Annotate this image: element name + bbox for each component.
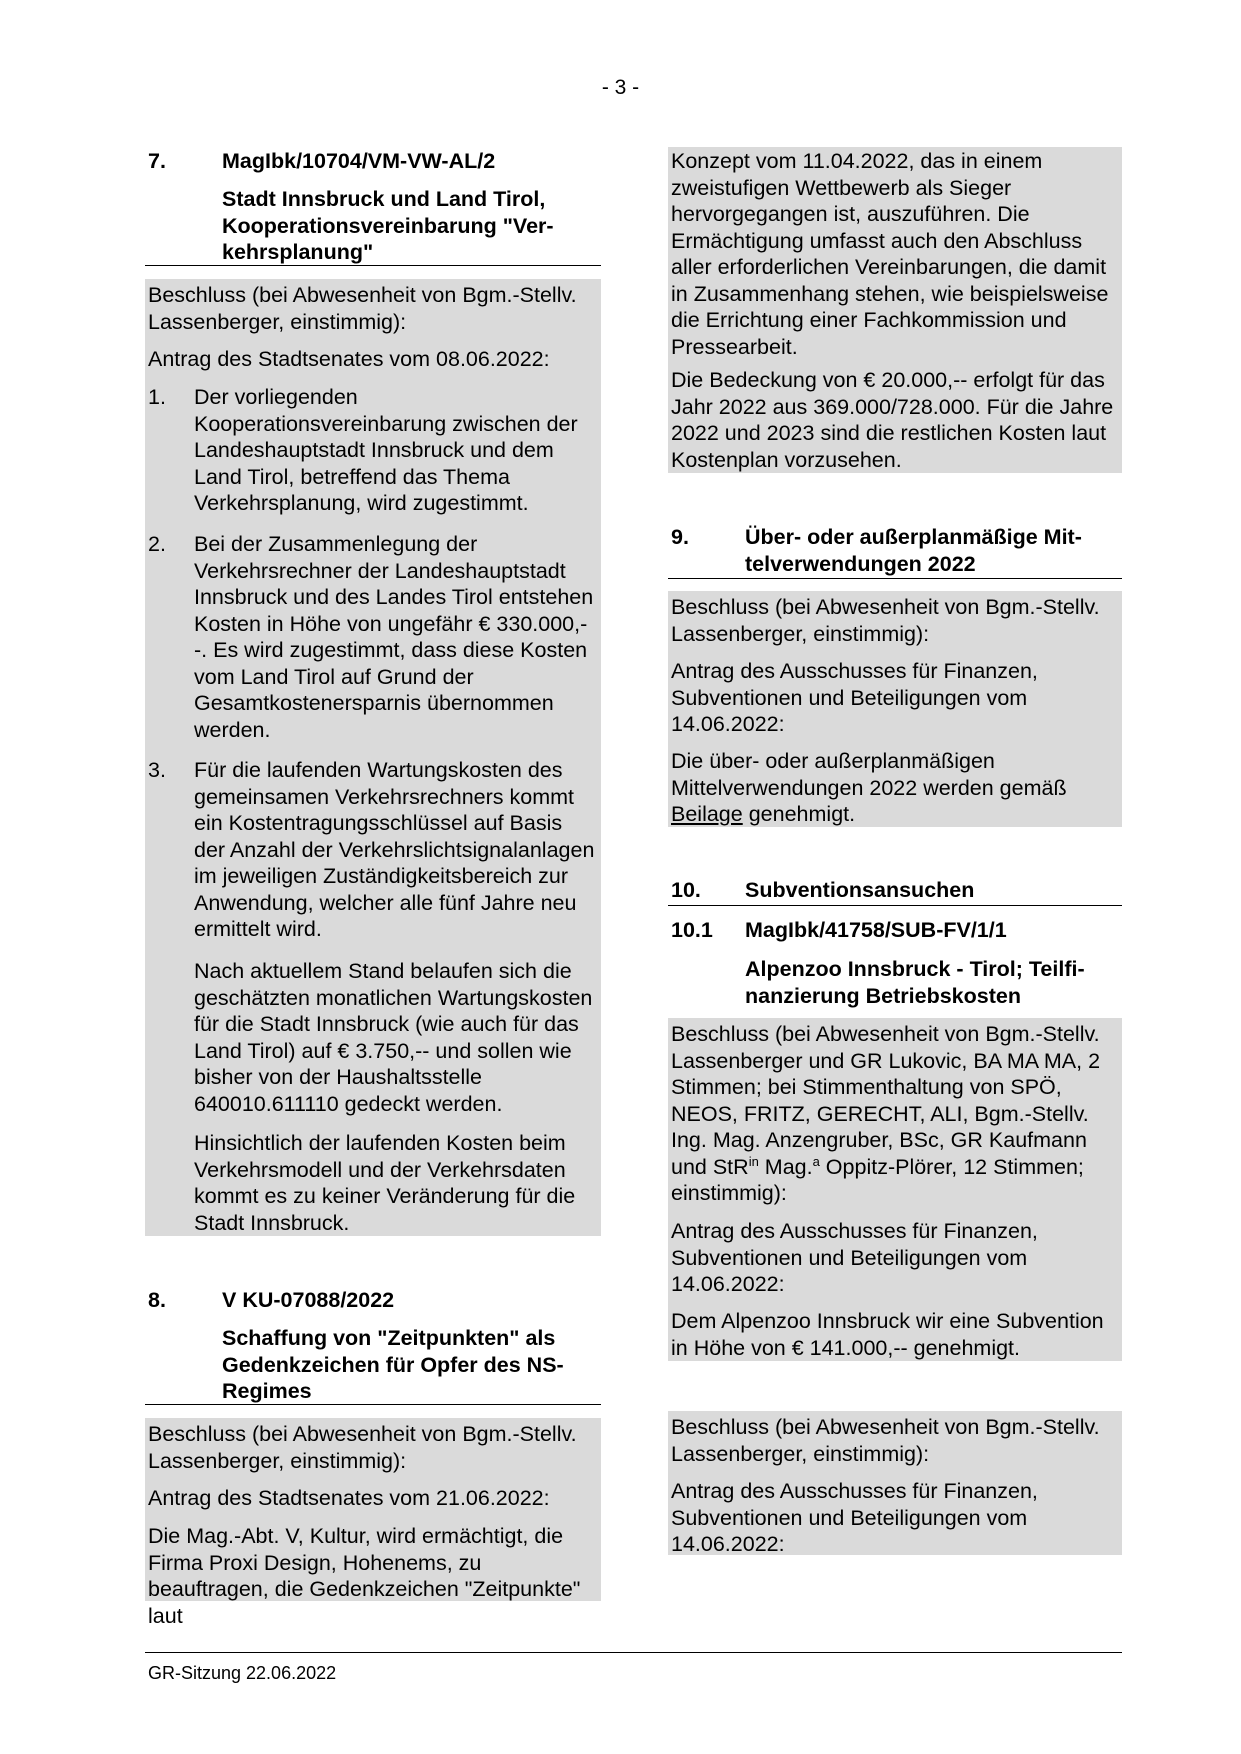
beschluss-text: Beschluss (bei Abwesenheit von Bgm.-Stellv. Lassenberger, einstimmig):	[148, 1422, 577, 1473]
section-8-title	[222, 1325, 564, 1405]
section-divider	[668, 578, 1122, 579]
title-line: Regimes	[222, 1379, 312, 1403]
section-10-1-number: 10.1	[671, 918, 713, 942]
section-10-number: 10.	[671, 878, 701, 902]
paragraph: Hinsichtlich der laufenden Kosten beim Verkehrsmodell und der Verkehrsdaten kommt es zu keiner Veränderung für die Stadt Innsbruck.	[194, 1131, 576, 1235]
body-text: Die über- oder außerplanmäßigen Mittelverwendungen 2022 werden gemäß	[671, 749, 1067, 800]
title-line: telverwendungen 2022	[745, 551, 976, 576]
title-line: Stadt Innsbruck und Land Tirol,	[222, 187, 546, 211]
title-line: nanzierung Betriebskosten	[745, 983, 1021, 1008]
beilage-link[interactable]: Beilage	[671, 802, 743, 826]
title-line: Kooperationsvereinbarung "Ver-	[222, 213, 554, 238]
section-divider	[145, 1404, 601, 1405]
footer-divider	[145, 1652, 1122, 1653]
antrag-text: Antrag des Stadtsenates vom 08.06.2022:	[148, 347, 550, 371]
section-9-number: 9.	[671, 525, 689, 549]
antrag-text: Antrag des Stadtsenates vom 21.06.2022:	[148, 1486, 550, 1510]
antrag-text: Antrag des Ausschusses für Finanzen, Subventionen und Beteiligungen vom 14.06.2022:	[671, 659, 1038, 736]
beschluss-text-part: Mag.	[758, 1154, 813, 1179]
paragraph	[671, 748, 1120, 828]
superscript: in	[748, 1153, 759, 1169]
next-decision-block	[668, 1411, 1122, 1555]
section-8-ref: V KU-07088/2022	[222, 1288, 395, 1312]
section-7-title	[222, 186, 554, 266]
paragraph: Dem Alpenzoo Innsbruck wir eine Subvention in Höhe von € 141.000,-- genehmigt.	[671, 1309, 1104, 1360]
title-line: Gedenkzeichen für Opfer des NS-	[222, 1352, 564, 1377]
title-line: Schaffung von "Zeitpunkten" als	[222, 1326, 556, 1350]
list-number: 1.	[148, 385, 166, 409]
section-7-ref: MagIbk/10704/VM-VW-AL/2	[222, 149, 496, 173]
section-7-number: 7.	[148, 149, 166, 173]
footer-text: GR-Sitzung 22.06.2022	[148, 1663, 337, 1683]
list-item: Bei der Zusammenlegung der Verkehrsrechner der Landeshauptstadt Innsbruck und des Landes Tirol entstehen Kosten in Höhe von ungefähr € 330.000,--. Es wird zugestimmt, dass diese Kosten vom Land Tirol auf Grund der Gesamtkostenersparnis übernommen werden.	[194, 532, 594, 742]
section-8-number: 8.	[148, 1288, 166, 1312]
list-number: 3.	[148, 758, 166, 782]
section-10-1-title	[745, 956, 1085, 1009]
section-9-decision-block	[668, 591, 1122, 827]
paragraph: Konzept vom 11.04.2022, das in einem zweistufigen Wettbewerb als Sieger hervorgegangen ist, auszuführen. Die Ermächtigung umfasst auch den Abschluss aller erforderlichen Vereinbarungen, die damit in Zusammenhang stehen, wie beispielsweise die Errichtung einer Fachkommission und Pressearbeit.	[671, 149, 1109, 359]
section-divider	[145, 265, 601, 266]
antrag-text: Antrag des Ausschusses für Finanzen, Subventionen und Beteiligungen vom 14.06.2022:	[671, 1219, 1038, 1296]
title-line: kehrsplanung"	[222, 240, 374, 264]
beschluss-text: Beschluss (bei Abwesenheit von Bgm.-Stellv. Lassenberger, einstimmig):	[671, 595, 1100, 646]
beschluss-text-part: Beschluss (bei Abwesenheit von Bgm.-Stellv. Lassenberger und GR Lukovic, BA MA MA, 2 Stimmen; bei Stimmenthaltung von SPÖ, NEOS, FRITZ, GERECHT, ALI, Bgm.-Stellv. Ing. Mag. Anzengruber, BSc, GR Kaufmann und StR	[671, 1022, 1101, 1179]
right-column	[668, 0, 1122, 1754]
list-number: 2.	[148, 532, 166, 556]
beschluss-text: Beschluss (bei Abwesenheit von Bgm.-Stellv. Lassenberger, einstimmig):	[671, 1415, 1100, 1466]
page-number: - 3 -	[601, 76, 640, 99]
left-column	[145, 0, 601, 1754]
beschluss-text: Beschluss (bei Abwesenheit von Bgm.-Stellv. Lassenberger, einstimmig):	[148, 283, 577, 334]
section-8-continuation-block	[668, 147, 1122, 473]
section-10-1-decision-block	[668, 1018, 1122, 1361]
body-text: genehmigt.	[748, 802, 856, 826]
superscript: a	[812, 1153, 820, 1169]
section-7-decision-block	[145, 279, 601, 1236]
list-item: Für die laufenden Wartungskosten des gemeinsamen Verkehrsrechners kommt ein Kostentragungsschlüssel auf Basis der Anzahl der Verkehrslichtsignalanlagen im jeweiligen Zuständigkeitsbereich zur Anwendung, welcher alle fünf Jahre neu ermittelt wird.	[194, 758, 595, 941]
section-8-decision-block	[145, 1418, 601, 1628]
section-10-title: Subventionsansuchen	[745, 878, 975, 902]
list-item: Der vorliegenden Kooperationsvereinbarung zwischen der Landeshauptstadt Innsbruck und dem Land Tirol, betreffend das Thema Verkehrsplanung, wird zugestimmt.	[194, 385, 578, 515]
title-line: Alpenzoo Innsbruck - Tirol; Teilfi-	[745, 957, 1085, 981]
title-line: Über- oder außerplanmäßige Mit-	[745, 525, 1082, 549]
beschluss-text	[671, 1021, 1120, 1207]
paragraph: Die Bedeckung von € 20.000,-- erfolgt für das Jahr 2022 aus 369.000/728.000. Für die Jahre 2022 und 2023 sind die restlichen Kosten laut Kostenplan vorzusehen.	[671, 368, 1114, 472]
section-10-1-ref: MagIbk/41758/SUB-FV/1/1	[745, 918, 1007, 942]
paragraph: Nach aktuellem Stand belaufen sich die geschätzten monatlichen Wartungskosten für die Stadt Innsbruck (wie auch für das Land Tirol) auf € 3.750,-- und sollen wie bisher von der Haushaltsstelle 640010.611110 gedeckt werden.	[194, 959, 593, 1116]
section-divider	[668, 905, 1122, 906]
section-9-title	[745, 524, 1082, 577]
antrag-text: Antrag des Ausschusses für Finanzen, Subventionen und Beteiligungen vom 14.06.2022:	[671, 1479, 1038, 1556]
paragraph: Die Mag.-Abt. V, Kultur, wird ermächtigt, die Firma Proxi Design, Hohenems, zu beauftragen, die Gedenkzeichen "Zeitpunkte" laut	[148, 1524, 581, 1628]
beschluss-text-part: Oppitz-Plörer, 12 Stimmen; einstimmig):	[671, 1154, 1084, 1205]
